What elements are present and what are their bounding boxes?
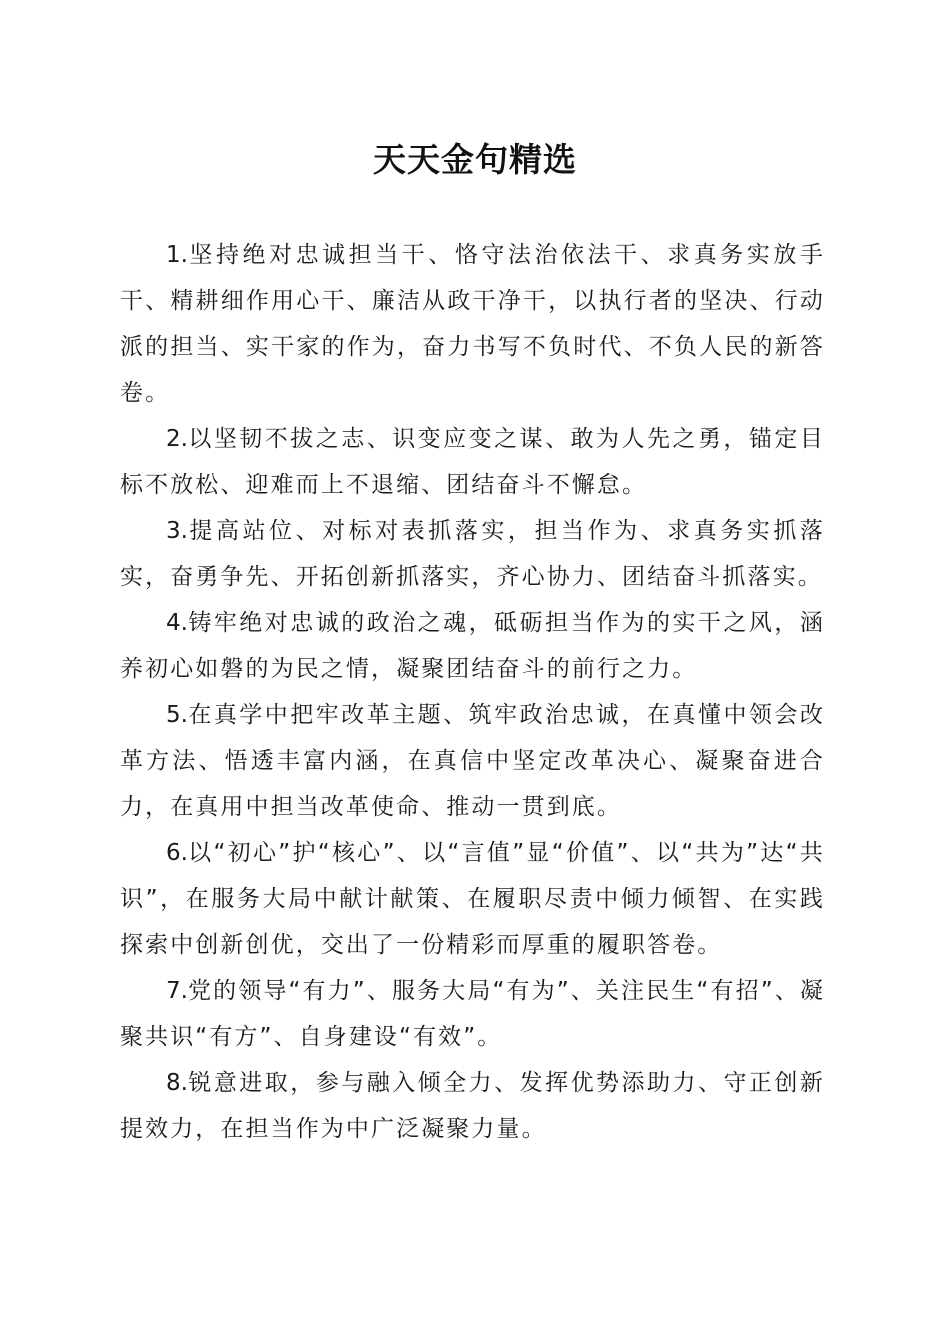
item-number: 7. <box>166 978 188 1004</box>
list-item <box>120 232 825 416</box>
item-number: 2. <box>166 426 188 452</box>
list-item <box>120 600 825 692</box>
item-text: 提高站位、对标对表抓落实，担当作为、求真务实抓落实，奋勇争先、开拓创新抓落实，齐心协力、团结奋斗抓落实。 <box>120 518 825 590</box>
list-item <box>120 830 825 968</box>
item-number: 1. <box>166 242 188 268</box>
list-item <box>120 692 825 830</box>
item-text: 党的领导“有力”、服务大局“有为”、关注民生“有招”、凝聚共识“有方”、自身建设“有效”。 <box>120 978 825 1050</box>
item-text: 以坚韧不拔之志、识变应变之谋、敢为人先之勇，锚定目标不放松、迎难而上不退缩、团结奋斗不懈怠。 <box>120 426 825 498</box>
item-text: 在真学中把牢改革主题、筑牢政治忠诚，在真懂中领会改革方法、悟透丰富内涵，在真信中坚定改革决心、凝聚奋进合力，在真用中担当改革使命、推动一贯到底。 <box>120 702 825 820</box>
list-item <box>120 508 825 600</box>
list-item <box>120 1060 825 1152</box>
item-number: 6. <box>166 840 188 866</box>
item-number: 3. <box>166 518 188 544</box>
item-number: 8. <box>166 1070 188 1096</box>
document-title: 天天金句精选 <box>373 140 577 179</box>
list-item <box>120 416 825 508</box>
list-item <box>120 968 825 1060</box>
document-body <box>120 232 825 1152</box>
item-number: 5. <box>166 702 188 728</box>
item-text: 以“初心”护“核心”、以“言值”显“价值”、以“共为”达“共识”，在服务大局中献计献策、在履职尽责中倾力倾智、在实践探索中创新创优，交出了一份精彩而厚重的履职答卷。 <box>120 840 825 958</box>
item-text: 铸牢绝对忠诚的政治之魂，砥砺担当作为的实干之风，涵养初心如磐的为民之情，凝聚团结奋斗的前行之力。 <box>120 610 825 682</box>
item-number: 4. <box>166 610 188 636</box>
item-text: 坚持绝对忠诚担当干、恪守法治依法干、求真务实放手干、精耕细作用心干、廉洁从政干净干，以执行者的坚决、行动派的担当、实干家的作为，奋力书写不负时代、不负人民的新答卷。 <box>120 242 825 406</box>
item-text: 锐意进取，参与融入倾全力、发挥优势添助力、守正创新提效力，在担当作为中广泛凝聚力量。 <box>120 1070 825 1142</box>
